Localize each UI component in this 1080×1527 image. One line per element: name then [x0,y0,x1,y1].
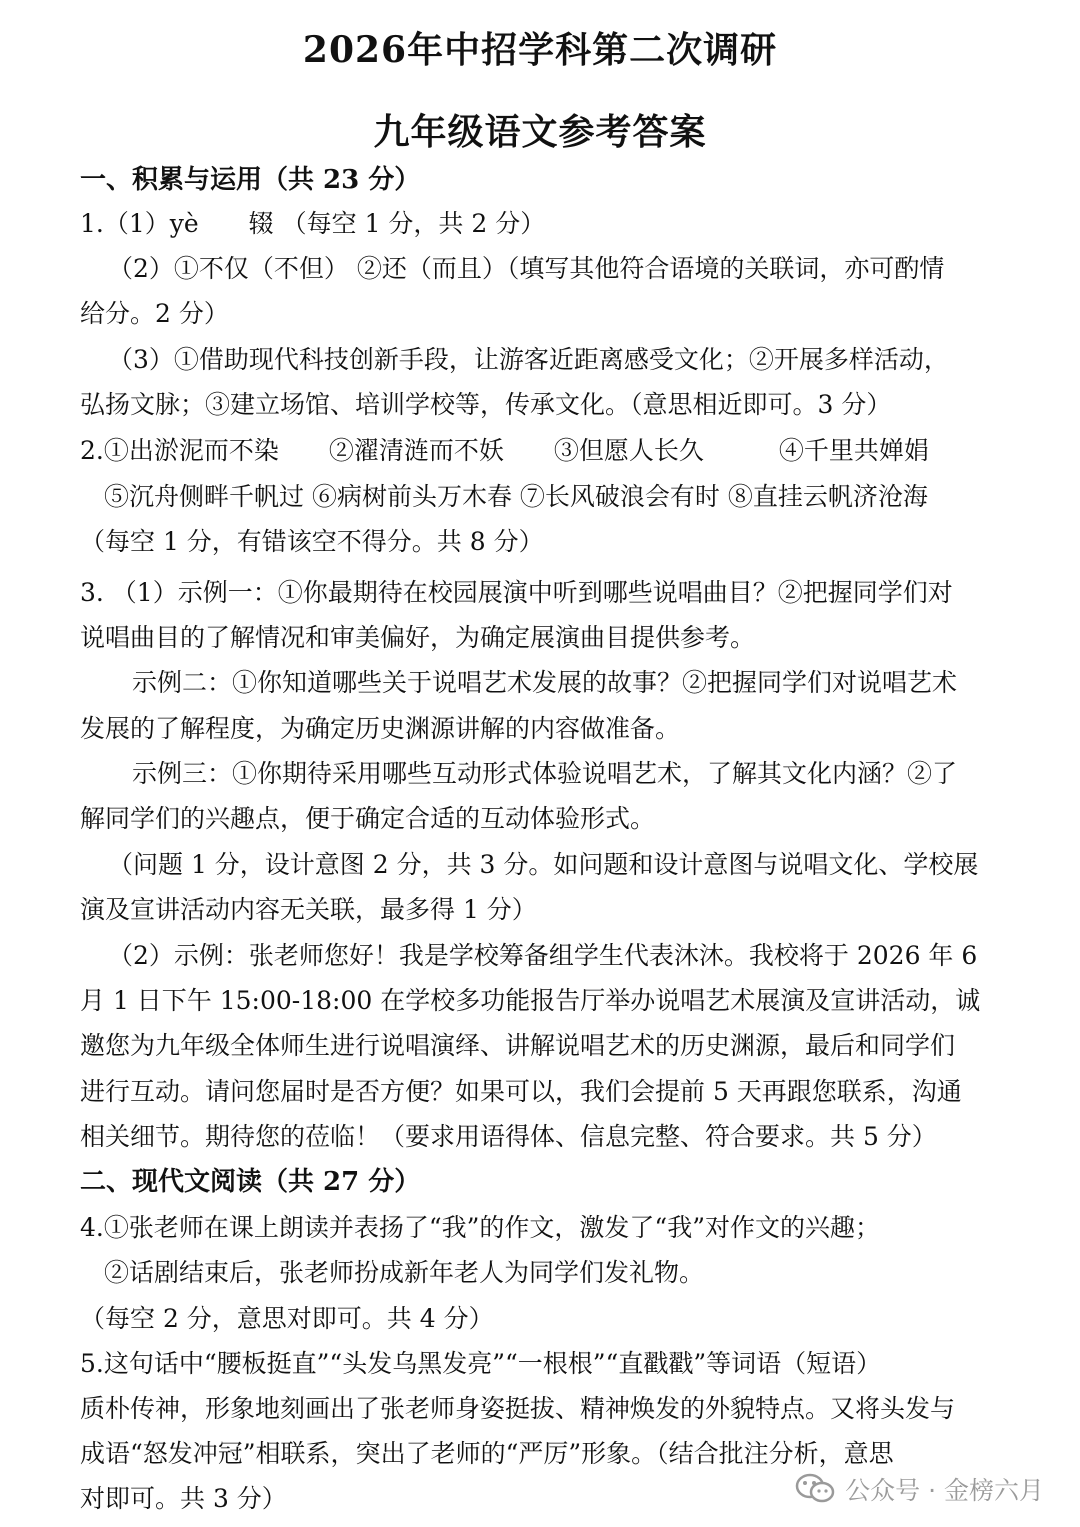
answer-line: 4.①张老师在课上朗读并表扬了“我”的作文，激发了“我”对作文的兴趣； [80,1213,880,1242]
answer-line: 给分。2 分） [80,299,229,328]
section-heading-1: 一、积累与运用（共 23 分） [80,165,421,195]
document-title: 2026年中招学科第二次调研 [302,29,778,71]
answer-line: 相关细节。期待您的莅临！（要求用语得体、信息完整、符合要求。共 5 分） [80,1122,937,1151]
answer-line: 对即可。共 3 分） [80,1484,287,1513]
wechat-watermark [795,1471,1044,1507]
answer-line: 月 1 日下午 15:00-18:00 在学校多功能报告厅举办说唱艺术展演及宣讲活动，诚 [80,986,981,1015]
section-heading-2: 二、现代文阅读（共 27 分） [80,1167,421,1197]
answer-line: ②话剧结束后，张老师扮成新年老人为同学们发礼物。 [104,1258,705,1287]
answer-line: 进行互动。请问您届时是否方便？如果可以，我们会提前 5 天再跟您联系，沟通 [80,1077,962,1106]
answer-line: （问题 1 分，设计意图 2 分，共 3 分。如问题和设计意图与说唱文化、学校展 [108,850,979,879]
answer-line: （3）①借助现代科技创新手段，让游客近距离感受文化；②开展多样活动， [108,345,949,374]
watermark-text: 公众号 · 金榜六月 [845,1476,1044,1505]
answer-line: 质朴传神，形象地刻画出了张老师身姿挺拔、精神焕发的外貌特点。又将头发与 [80,1394,956,1423]
answer-line: 示例二：①你知道哪些关于说唱艺术发展的故事？②把握同学们对说唱艺术 [132,668,958,697]
answer-line: 说唱曲目的了解情况和审美偏好，为确定展演曲目提供参考。 [80,623,756,652]
answer-line: 3. （1）示例一：①你最期待在校园展演中听到哪些说唱曲目？②把握同学们对 [80,578,953,607]
answer-line: 示例三：①你期待采用哪些互动形式体验说唱艺术，了解其文化内涵？②了 [132,759,958,788]
answer-line: （每空 1 分，有错该空不得分。共 8 分） [80,527,544,556]
answer-line: 2.①出淤泥而不染 ②濯清涟而不妖 ③但愿人长久 ④千里共婵娟 [80,436,929,465]
answer-line: （每空 2 分，意思对即可。共 4 分） [80,1304,494,1333]
answer-line: 演及宣讲活动内容无关联，最多得 1 分） [80,895,537,924]
answer-line: （2）①不仅（不但） ②还（而且）（填写其他符合语境的关联词，亦可酌情 [108,254,945,283]
answer-line: 1.（1）yè 辍 （每空 1 分，共 2 分） [80,209,546,238]
answer-line: （2）示例：张老师您好！我是学校筹备组学生代表沐沐。我校将于 2026 年 6 [108,941,978,970]
answer-line: 成语“怒发冲冠”相联系，突出了老师的“严厉”形象。（结合批注分析，意思 [80,1439,894,1468]
document-subtitle: 九年级语文参考答案 [373,111,707,153]
answer-line: 弘扬文脉；③建立场馆、培训学校等，传承文化。（意思相近即可。3 分） [80,390,892,419]
answer-line: 5.这句话中“腰板挺直”“头发乌黑发亮”“一根根”“直戳戳”等词语（短语） [80,1349,882,1378]
answer-line: 解同学们的兴趣点，便于确定合适的互动体验形式。 [80,804,656,833]
answer-line: 邀您为九年级全体师生进行说唱演绎、讲解说唱艺术的历史渊源，最后和同学们 [80,1031,956,1060]
wechat-icon [795,1472,835,1506]
answer-line: 发展的了解程度，为确定历史渊源讲解的内容做准备。 [80,714,681,743]
answer-line: ⑤沉舟侧畔千帆过 ⑥病树前头万木春 ⑦长风破浪会有时 ⑧直挂云帆济沧海 [104,482,928,511]
